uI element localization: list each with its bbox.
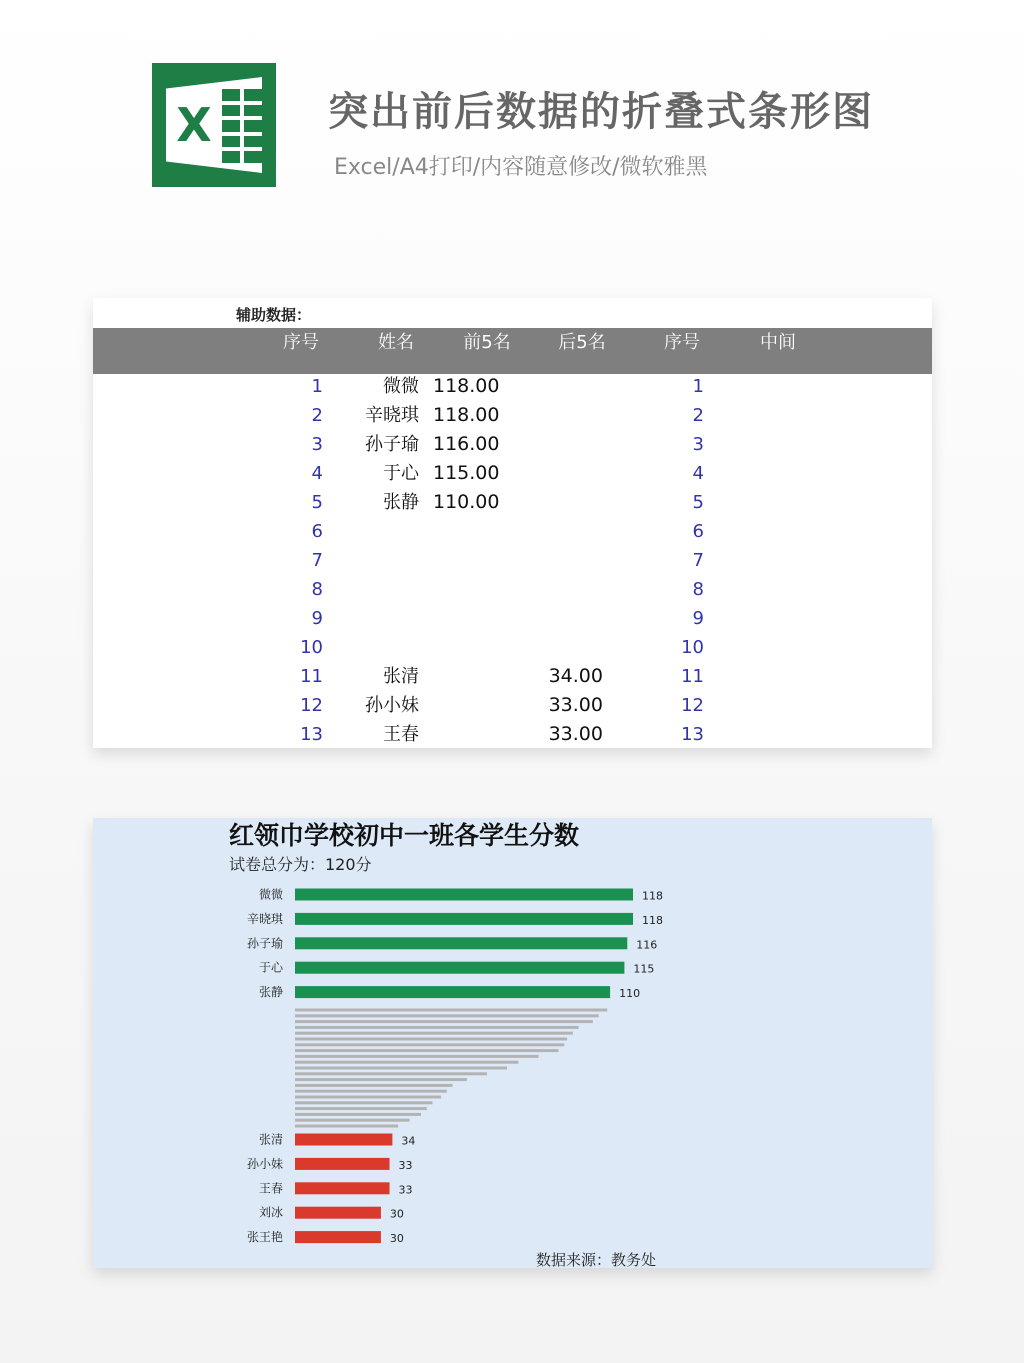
cell-seq2: 4 [692,463,704,484]
logo-grid-icon [222,89,262,163]
top-series-bar [295,937,627,949]
cell-top5-score [433,546,513,575]
cell-name: 于心 [383,463,419,484]
helper-data-table [93,298,932,748]
column-header-middle: 中间 [760,332,796,353]
column-header-top5: 前5名 [463,332,511,353]
middle-series-bar [295,1067,507,1070]
cell-top5-score: 110.00 [433,491,500,513]
cell-seq2: 6 [692,521,704,542]
bottom-series-bar [295,1182,390,1194]
table-row [93,517,932,546]
table-row [93,604,932,633]
table-row [93,633,932,662]
cell-name: 王春 [383,724,419,745]
cell-seq2: 10 [681,637,704,658]
top-series-value-label: 118 [642,913,663,927]
cell-top5-score: 118.00 [433,375,500,397]
table-row [93,575,932,604]
cell-name [343,546,419,575]
cell-seq2: 7 [692,550,704,571]
table-row [93,691,932,720]
cell-seq2: 13 [681,724,704,745]
cell-seq2: 1 [692,376,704,397]
cell-bottom5-score [523,633,603,662]
bottom-series-bar [295,1158,390,1170]
top-series-value-label: 118 [642,889,663,903]
bottom-series-value-label: 33 [398,1158,413,1172]
top-series-value-label: 115 [633,962,655,976]
middle-series-bar [295,1043,564,1046]
cell-seq: 9 [311,608,323,629]
bottom-series-bar [295,1134,392,1146]
middle-series-bar [295,1032,573,1035]
table-row [93,459,932,488]
top-series-bar [295,962,624,974]
cell-seq: 12 [300,695,323,716]
middle-series-bar [295,1026,579,1029]
bottom-series-category-label: 王春 [258,1181,283,1196]
table-row [93,430,932,459]
middle-series-bar [295,1055,538,1058]
cell-name: 孙小妹 [365,695,419,716]
column-header-bottom5: 后5名 [558,332,606,353]
cell-seq: 10 [300,637,323,658]
middle-series-bar [295,1119,410,1122]
bottom-series-bar [295,1207,381,1219]
chart-subtitle: 试卷总分为：120分 [229,855,372,874]
cell-name: 孙子瑜 [365,434,419,455]
top-series-bar [295,986,610,998]
column-header-seq: 序号 [283,332,319,353]
top-series-value-label: 116 [636,938,658,952]
middle-series-bar [295,1101,432,1104]
cell-bottom5-score [523,459,603,488]
bottom-series-category-label: 张王艳 [246,1230,283,1245]
cell-name: 张清 [383,666,419,687]
bottom-series-category-label: 孙小妹 [246,1156,283,1171]
column-header-seq2: 序号 [664,332,700,353]
cell-seq2: 9 [692,608,704,629]
cell-top5-score [433,575,513,604]
bottom-series-bar [295,1231,381,1243]
top-series-category-label: 孙子瑜 [246,936,283,951]
cell-seq: 1 [311,376,323,397]
bottom-series-category-label: 刘冰 [258,1205,283,1220]
cell-name: 微微 [383,376,419,397]
cell-seq2: 5 [692,492,704,513]
chart-title: 红领巾学校初中一班各学生分数 [229,821,580,850]
middle-series-bar [295,1061,518,1064]
cell-top5-score [433,720,513,748]
excel-logo-icon [152,63,276,187]
bottom-series-value-label: 33 [398,1183,413,1197]
cell-bottom5-score: 33.00 [548,694,603,716]
cell-name [343,604,419,633]
top-series-category-label: 于心 [258,960,283,975]
cell-seq: 6 [311,521,323,542]
middle-series-bar [295,1072,487,1075]
cell-seq: 7 [311,550,323,571]
table-row [93,720,932,748]
cell-top5-score: 116.00 [433,433,500,455]
cell-seq: 4 [311,463,323,484]
middle-series-bar [295,1014,599,1017]
table-header-row [93,328,932,374]
cell-name [343,575,419,604]
middle-series-bar [295,1090,447,1093]
bottom-series-value-label: 30 [389,1207,404,1221]
table-row [93,546,932,575]
middle-series-bar [295,1020,593,1023]
cell-top5-score: 115.00 [433,462,500,484]
cell-seq2: 2 [692,405,704,426]
top-series-category-label: 微微 [258,887,283,902]
helper-data-label: 辅助数据： [236,306,312,324]
cell-top5-score [433,517,513,546]
middle-series-bar [295,1096,441,1099]
cell-seq: 3 [311,434,323,455]
cell-bottom5-score [523,430,603,459]
cell-bottom5-score: 33.00 [548,723,603,745]
cell-bottom5-score [523,546,603,575]
cell-seq2: 8 [692,579,704,600]
middle-series-bar [295,1125,398,1128]
middle-series-bar [295,1038,567,1041]
top-series-bar [295,889,633,901]
cell-name [343,633,419,662]
table-row [93,662,932,691]
page-subtitle: Excel/A4打印/内容随意修改/微软雅黑 [334,155,708,180]
top-series-bar [295,913,633,925]
table-row [93,372,932,401]
cell-seq: 8 [311,579,323,600]
cell-top5-score: 118.00 [433,404,500,426]
cell-seq2: 12 [681,695,704,716]
bottom-series-value-label: 34 [401,1134,416,1148]
chart-panel [93,818,932,1268]
bar-chart [93,818,932,1268]
cell-name: 张静 [383,492,419,513]
bottom-series-category-label: 张清 [258,1132,283,1147]
cell-name [343,517,419,546]
cell-bottom5-score [523,604,603,633]
cell-seq: 13 [300,724,323,745]
middle-series-bar [295,1107,427,1110]
cell-seq2: 11 [681,666,704,687]
table-row [93,488,932,517]
top-series-value-label: 110 [619,987,641,1001]
page-title: 突出前后数据的折叠式条形图 [328,89,874,135]
cell-seq2: 3 [692,434,704,455]
column-header-name: 姓名 [378,332,414,353]
middle-series-bar [295,1078,467,1081]
cell-top5-score [433,691,513,720]
cell-seq: 11 [300,666,323,687]
table-row [93,401,932,430]
cell-top5-score [433,604,513,633]
cell-bottom5-score [523,372,603,401]
cell-bottom5-score: 34.00 [548,665,603,687]
cell-bottom5-score [523,488,603,517]
cell-seq: 2 [311,405,323,426]
middle-series-bar [295,1113,421,1116]
bottom-series-value-label: 30 [389,1232,404,1246]
middle-series-bar [295,1084,453,1087]
cell-name: 辛晓琪 [365,405,419,426]
cell-top5-score [433,662,513,691]
cell-bottom5-score [523,575,603,604]
middle-series-bar [295,1049,559,1052]
cell-seq: 5 [311,492,323,513]
middle-series-bar [295,1009,607,1012]
logo-letter: X [176,98,212,152]
cell-bottom5-score [523,517,603,546]
cell-bottom5-score [523,401,603,430]
chart-source: 数据来源：教务处 [536,1251,657,1268]
cell-top5-score [433,633,513,662]
top-series-category-label: 张静 [258,985,283,1000]
top-series-category-label: 辛晓琪 [246,911,283,926]
